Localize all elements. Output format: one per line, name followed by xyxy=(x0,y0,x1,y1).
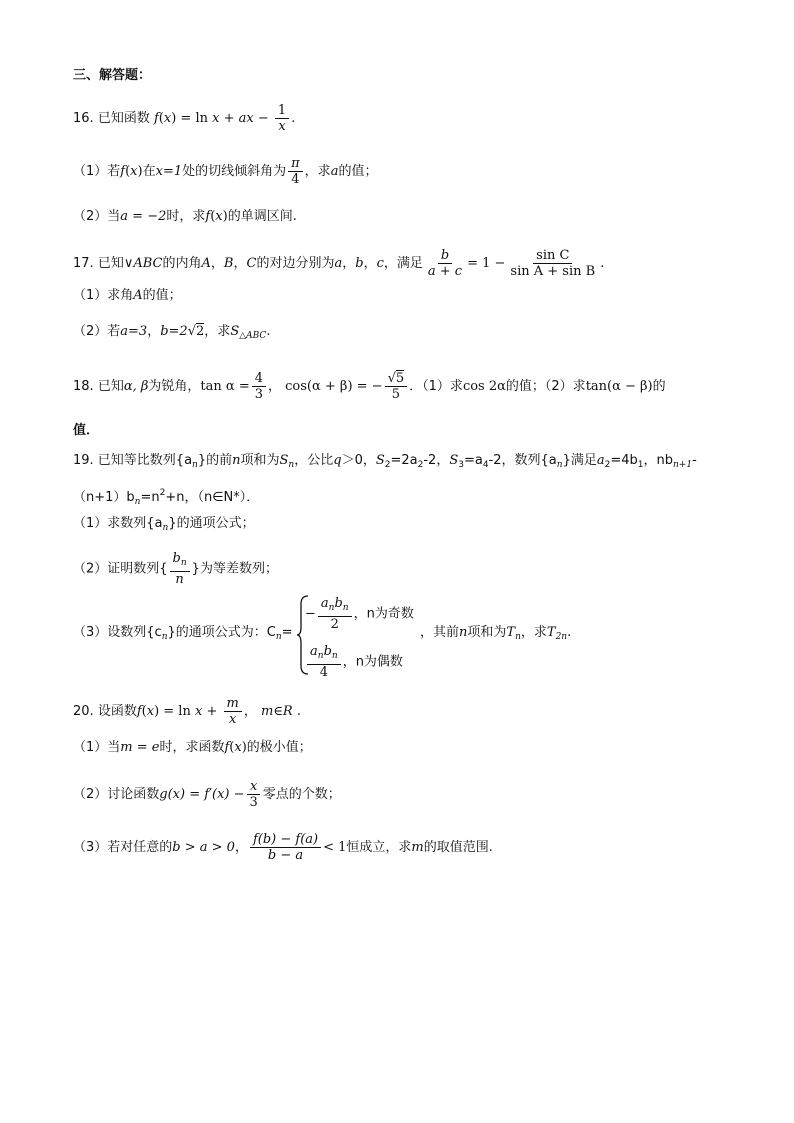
q19-case-odd-fraction: $\frac{a_nb_n}{2}$ xyxy=(318,596,352,632)
q20-part1: （1）当m = e时，求函数f(x)的极小值； xyxy=(73,740,312,755)
q16-stem: 16. 已知函数 f(x) = ln x + ax − $\frac{1}{x}$ . xyxy=(73,103,296,134)
q16-angle-fraction: $\frac{\pi}{4}$ xyxy=(288,156,303,187)
q16-fraction: $\frac{1}{x}$ xyxy=(275,103,289,134)
q17-part2: （2）若a=3，b=2√2，求$S_{\triangle ABC}$. xyxy=(73,324,271,341)
q17-fraction-left: $\frac{b}{a + c}$ xyxy=(427,248,463,279)
q19-stem-line1: 19. 已知等比数列$\{a_n\}$的前n项和为$S_n$，公比q＞0，$S_2=2a_2-2$，$S_3=a_4-2$，数列$\{a_n\}$满足$a_2=4b_1$，$nb_{n+1}-$ xyxy=(73,453,697,470)
q16-part1: （1）若f(x)在x=1处的切线倾斜角为 $\frac{\pi}{4}$ ，求a的值； xyxy=(73,156,378,187)
q19-case-even-fraction: $\frac{a_nb_n}{4}$ xyxy=(307,644,341,680)
q20-part3: （3）若对任意的b > a > 0， $\frac{f(b) - f(a)}{b - a}$ < 1恒成立，求m的取值范围. xyxy=(73,832,493,863)
q19-case-odd: − $\frac{a_nb_n}{2}$ ，n为奇数 xyxy=(305,596,414,632)
q19-bn-fraction: $\frac{b_n}{n}$ xyxy=(170,551,190,587)
q18-stem: 18. 已知α, β为锐角，tan α = $\frac{4}{3}$ ， cos(α + β) = − $\frac{√5}{5}$ ．（1）求cos 2α的值；（2）求tan(α − β)的 xyxy=(73,371,666,402)
q17-part1: （1）求角A的值； xyxy=(73,288,182,303)
sqrt-icon: √ xyxy=(387,371,396,386)
q18-wrap: 值． xyxy=(73,423,100,438)
q19-part1: （1）求数列$\{a_n\}$的通项公式； xyxy=(73,516,255,533)
q17-fraction-right: $\frac{\text{sin C}}{\text{sin A + sin B}}$ xyxy=(510,248,596,279)
q20-fraction: $\frac{m}{x}$ xyxy=(224,696,242,727)
sqrt-icon: √ xyxy=(187,324,197,339)
q19-part3-tail: ，其前n项和为$T_n$，求$T_{2n}$. xyxy=(420,625,572,642)
q20-stem: 20. 设函数f(x) = ln x + $\frac{m}{x}$ ， m∈R . xyxy=(73,696,301,727)
q18-tan-fraction: $\frac{4}{3}$ xyxy=(252,371,266,402)
q20-part2: （2）讨论函数g(x) = f′(x) − $\frac{x}{3}$ 零点的个数； xyxy=(73,779,341,810)
q17-stem: 17. 已知∨ABC的内角A，B，C的对边分别为a，b，c，满足 $\frac{b}{a + c}$ = 1 − $\frac{\text{sin C}}{\text{sin A + sin B}}$ . xyxy=(73,248,605,279)
section-heading: 三、解答题： xyxy=(73,68,152,83)
q20-slope-fraction: $\frac{f(b) - f(a)}{b - a}$ xyxy=(250,832,321,863)
q19-part3: （3）设数列$\{c_n\}$的通项公式为：$C_n=$ xyxy=(73,625,293,642)
q16-part2: （2）当a = −2时，求f(x)的单调区间. xyxy=(73,209,297,224)
q18-cos-fraction: $\frac{√5}{5}$ xyxy=(385,371,408,402)
q20-x3-fraction: $\frac{x}{3}$ xyxy=(247,779,261,810)
q16-function: f xyxy=(153,111,159,126)
q19-stem-line2: $(n+1)b_n=n^2+n$，（n∈N*）． xyxy=(73,488,260,507)
q19-part2: （2）证明数列{ $\frac{b_n}{n}$ }为等差数列； xyxy=(73,551,278,587)
q19-case-even: $\frac{a_nb_n}{4}$ ，n为偶数 xyxy=(305,644,403,680)
